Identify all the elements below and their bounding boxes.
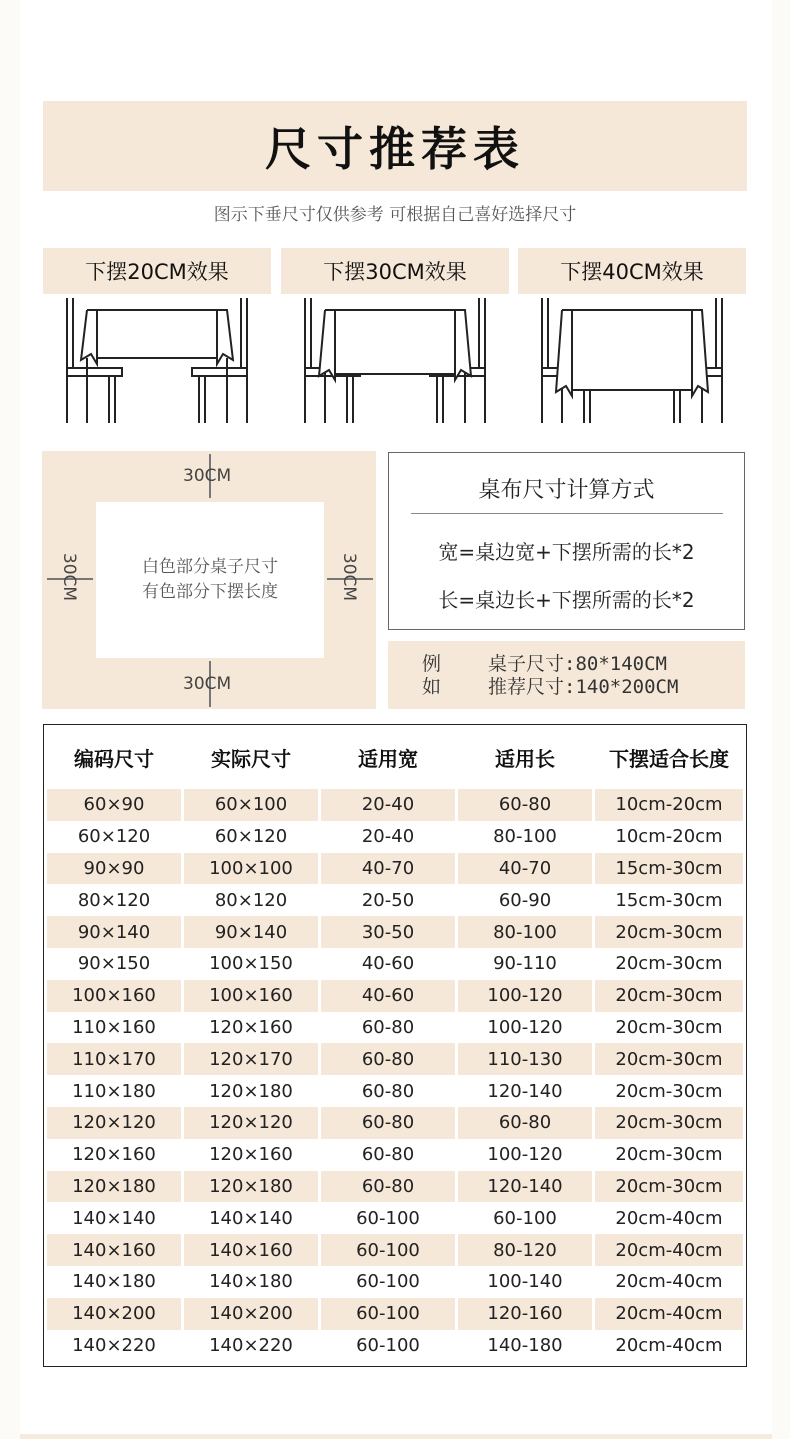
chair-back-left (67, 298, 73, 423)
table-cell: 20-40 (321, 789, 455, 821)
table-cell: 140×180 (72, 1271, 156, 1293)
table-cell: 140×140 (209, 1207, 293, 1229)
table-cell: 20cm-30cm (595, 980, 743, 1012)
table-cell: 120×180 (47, 1171, 181, 1203)
chair-back-left (305, 298, 311, 423)
table-illustration-20cm (43, 298, 271, 428)
table-cell: 40-60 (361, 953, 415, 975)
table-cell: 60-80 (321, 1171, 455, 1203)
table-cell: 140×160 (47, 1234, 181, 1266)
table-illustration-30cm (281, 298, 509, 428)
table-cell: 20cm-30cm (595, 1171, 743, 1203)
table-row (47, 884, 743, 916)
table-cell: 140×140 (72, 1207, 156, 1229)
table-row (47, 1012, 743, 1044)
header-fit-width: 适用宽 (358, 746, 418, 771)
table-cell: 60-80 (361, 1016, 415, 1038)
table-row (47, 980, 743, 1012)
title-band (43, 101, 747, 191)
table-cell: 20cm-30cm (615, 1144, 723, 1166)
table-cell: 10cm-20cm (595, 789, 743, 821)
chair-seat-left (67, 368, 122, 423)
table-cell: 20-40 (361, 826, 415, 848)
table-cell: 120×120 (47, 1107, 181, 1139)
dim-top: 30CM (183, 466, 232, 486)
example-label-2: 如 (422, 676, 442, 698)
example-table-size: 桌子尺寸:80*140CM (488, 653, 667, 675)
table-row (47, 1330, 743, 1362)
table-cell: 100-140 (487, 1271, 563, 1293)
table-row (47, 1266, 743, 1298)
table-cell: 15cm-30cm (595, 853, 743, 885)
table-cell: 90-110 (493, 953, 557, 975)
table-cell: 15cm-30cm (615, 889, 723, 911)
table-cell: 40-70 (458, 853, 592, 885)
table-cell: 60×120 (214, 826, 288, 848)
table-cell: 140×220 (209, 1334, 293, 1356)
chair-back-right (241, 298, 247, 423)
table-cell: 140×220 (72, 1334, 156, 1356)
table-cell: 120×160 (209, 1144, 293, 1166)
bottom-strip (20, 1434, 772, 1439)
effect-label: 下摆30CM效果 (281, 248, 509, 294)
table-cell: 20cm-40cm (595, 1234, 743, 1266)
table-cell: 110×180 (72, 1080, 156, 1102)
tablecloth-front (97, 310, 217, 358)
table-cell: 100-120 (458, 980, 592, 1012)
table-header-row (47, 725, 743, 789)
table-cell: 60-80 (458, 789, 592, 821)
table-cell: 90×150 (77, 953, 151, 975)
table-cell: 140-180 (487, 1334, 563, 1356)
example-box (388, 641, 745, 709)
table-row (47, 1107, 743, 1139)
table-cell: 120×160 (72, 1144, 156, 1166)
diagram-line-1: 白色部分桌子尺寸 (142, 557, 278, 577)
table-cell: 90×140 (184, 916, 318, 948)
table-cell: 20-50 (361, 889, 415, 911)
effect-40cm (518, 248, 746, 428)
table-row (47, 948, 743, 980)
table-cell: 110×160 (72, 1016, 156, 1038)
table-cell: 120-140 (458, 1171, 592, 1203)
table-cell: 20cm-40cm (615, 1207, 723, 1229)
chair-seat-right (192, 368, 247, 423)
header-actual-size: 实际尺寸 (211, 746, 291, 771)
effect-30cm (281, 248, 509, 428)
table-cell: 40-70 (321, 853, 455, 885)
table-cell: 100×150 (209, 953, 293, 975)
table-cell: 20cm-30cm (595, 1107, 743, 1139)
table-cell: 120×180 (184, 1171, 318, 1203)
table-cell: 20cm-30cm (595, 1043, 743, 1075)
example-label-1: 例 (422, 653, 442, 675)
table-row (47, 1043, 743, 1075)
effect-20cm (43, 248, 271, 428)
table-cell: 60×90 (47, 789, 181, 821)
table-cell: 60-80 (361, 1080, 415, 1102)
diagram-line-2: 有色部分下摆长度 (142, 582, 278, 602)
table-cell: 60-100 (356, 1207, 420, 1229)
table-cell: 120×160 (209, 1016, 293, 1038)
header-drop-length: 下摆适合长度 (609, 746, 729, 771)
example-recommended: 推荐尺寸:140*200CM (488, 676, 679, 698)
table-cell: 20cm-40cm (615, 1334, 723, 1356)
table-row (47, 916, 743, 948)
table-cell: 120×170 (184, 1043, 318, 1075)
effect-label: 下摆40CM效果 (518, 248, 746, 294)
tablecloth-front (572, 310, 692, 390)
table-cell: 120×120 (184, 1107, 318, 1139)
table-cell: 60×100 (184, 789, 318, 821)
header-code-size: 编码尺寸 (74, 746, 154, 771)
table-row (47, 1075, 743, 1107)
table-cell: 100-120 (487, 1016, 563, 1038)
table-cell: 90×90 (47, 853, 181, 885)
page-title: 尺寸推荐表 (265, 122, 525, 176)
table-cell: 60-100 (356, 1271, 420, 1293)
table-cell: 100×160 (184, 980, 318, 1012)
table-row (47, 821, 743, 853)
table-cell: 80-100 (493, 826, 557, 848)
table-cell: 10cm-20cm (615, 826, 723, 848)
tablecloth-front (335, 310, 455, 374)
dim-right: 30CM (339, 552, 359, 602)
table-cell: 140×180 (209, 1271, 293, 1293)
table-row (47, 853, 743, 885)
formula-box (388, 452, 745, 630)
length-rule: 长=桌边长+下摆所需的长*2 (438, 588, 695, 612)
table-cell: 80×120 (214, 889, 288, 911)
chair-back-right (479, 298, 485, 423)
table-cell: 20cm-30cm (615, 953, 723, 975)
table-cell: 20cm-30cm (615, 1016, 723, 1038)
table-cell: 60-80 (361, 1144, 415, 1166)
table-cell: 40-60 (321, 980, 455, 1012)
width-rule: 宽=桌边宽+下摆所需的长*2 (438, 540, 695, 564)
table-cell: 100×100 (184, 853, 318, 885)
effect-label: 下摆20CM效果 (43, 248, 271, 294)
table-cell: 120×180 (209, 1080, 293, 1102)
table-cell: 140×200 (47, 1298, 181, 1330)
table-row (47, 1202, 743, 1234)
table-cell: 20cm-40cm (595, 1298, 743, 1330)
table-cell: 120-140 (487, 1080, 563, 1102)
table-row (47, 1298, 743, 1330)
table-cell: 110-130 (458, 1043, 592, 1075)
formula-title: 桌布尺寸计算方式 (478, 478, 655, 503)
table-cell: 120-160 (458, 1298, 592, 1330)
table-cell: 60-100 (356, 1334, 420, 1356)
chair-back-right (716, 298, 722, 423)
chair-back-left (542, 298, 548, 423)
table-cell: 60-80 (321, 1043, 455, 1075)
header-fit-length: 适用长 (495, 746, 555, 771)
table-cell: 60-80 (458, 1107, 592, 1139)
table-row (47, 1234, 743, 1266)
table-cell: 100×160 (47, 980, 181, 1012)
table-cell: 60-90 (498, 889, 552, 911)
table-area (96, 502, 324, 658)
table-cell: 20cm-30cm (615, 1080, 723, 1102)
table-cell: 80-120 (458, 1234, 592, 1266)
table-cell: 20cm-30cm (595, 916, 743, 948)
table-illustration-40cm (518, 298, 746, 428)
size-table-box (43, 724, 747, 1367)
table-cell: 60-100 (321, 1298, 455, 1330)
subtitle: 图示下垂尺寸仅供参考 可根据自己喜好选择尺寸 (213, 205, 577, 225)
table-cell: 100-120 (487, 1144, 563, 1166)
dim-left: 30CM (59, 552, 79, 602)
table-cell: 110×170 (47, 1043, 181, 1075)
table-cell: 20cm-40cm (615, 1271, 723, 1293)
size-table (44, 725, 746, 1361)
table-cell: 140×200 (184, 1298, 318, 1330)
table-cell: 60-100 (321, 1234, 455, 1266)
table-row (47, 789, 743, 821)
table-row (47, 1139, 743, 1171)
formula-divider (411, 513, 723, 514)
table-cell: 140×160 (184, 1234, 318, 1266)
dim-bottom: 30CM (183, 674, 232, 694)
table-cell: 80×120 (77, 889, 151, 911)
table-cell: 60-80 (321, 1107, 455, 1139)
size-diagram (42, 451, 376, 709)
table-cell: 80-100 (458, 916, 592, 948)
table-cell: 90×140 (47, 916, 181, 948)
table-row (47, 1171, 743, 1203)
table-cell: 30-50 (321, 916, 455, 948)
table-cell: 60-100 (493, 1207, 557, 1229)
table-cell: 60×120 (77, 826, 151, 848)
